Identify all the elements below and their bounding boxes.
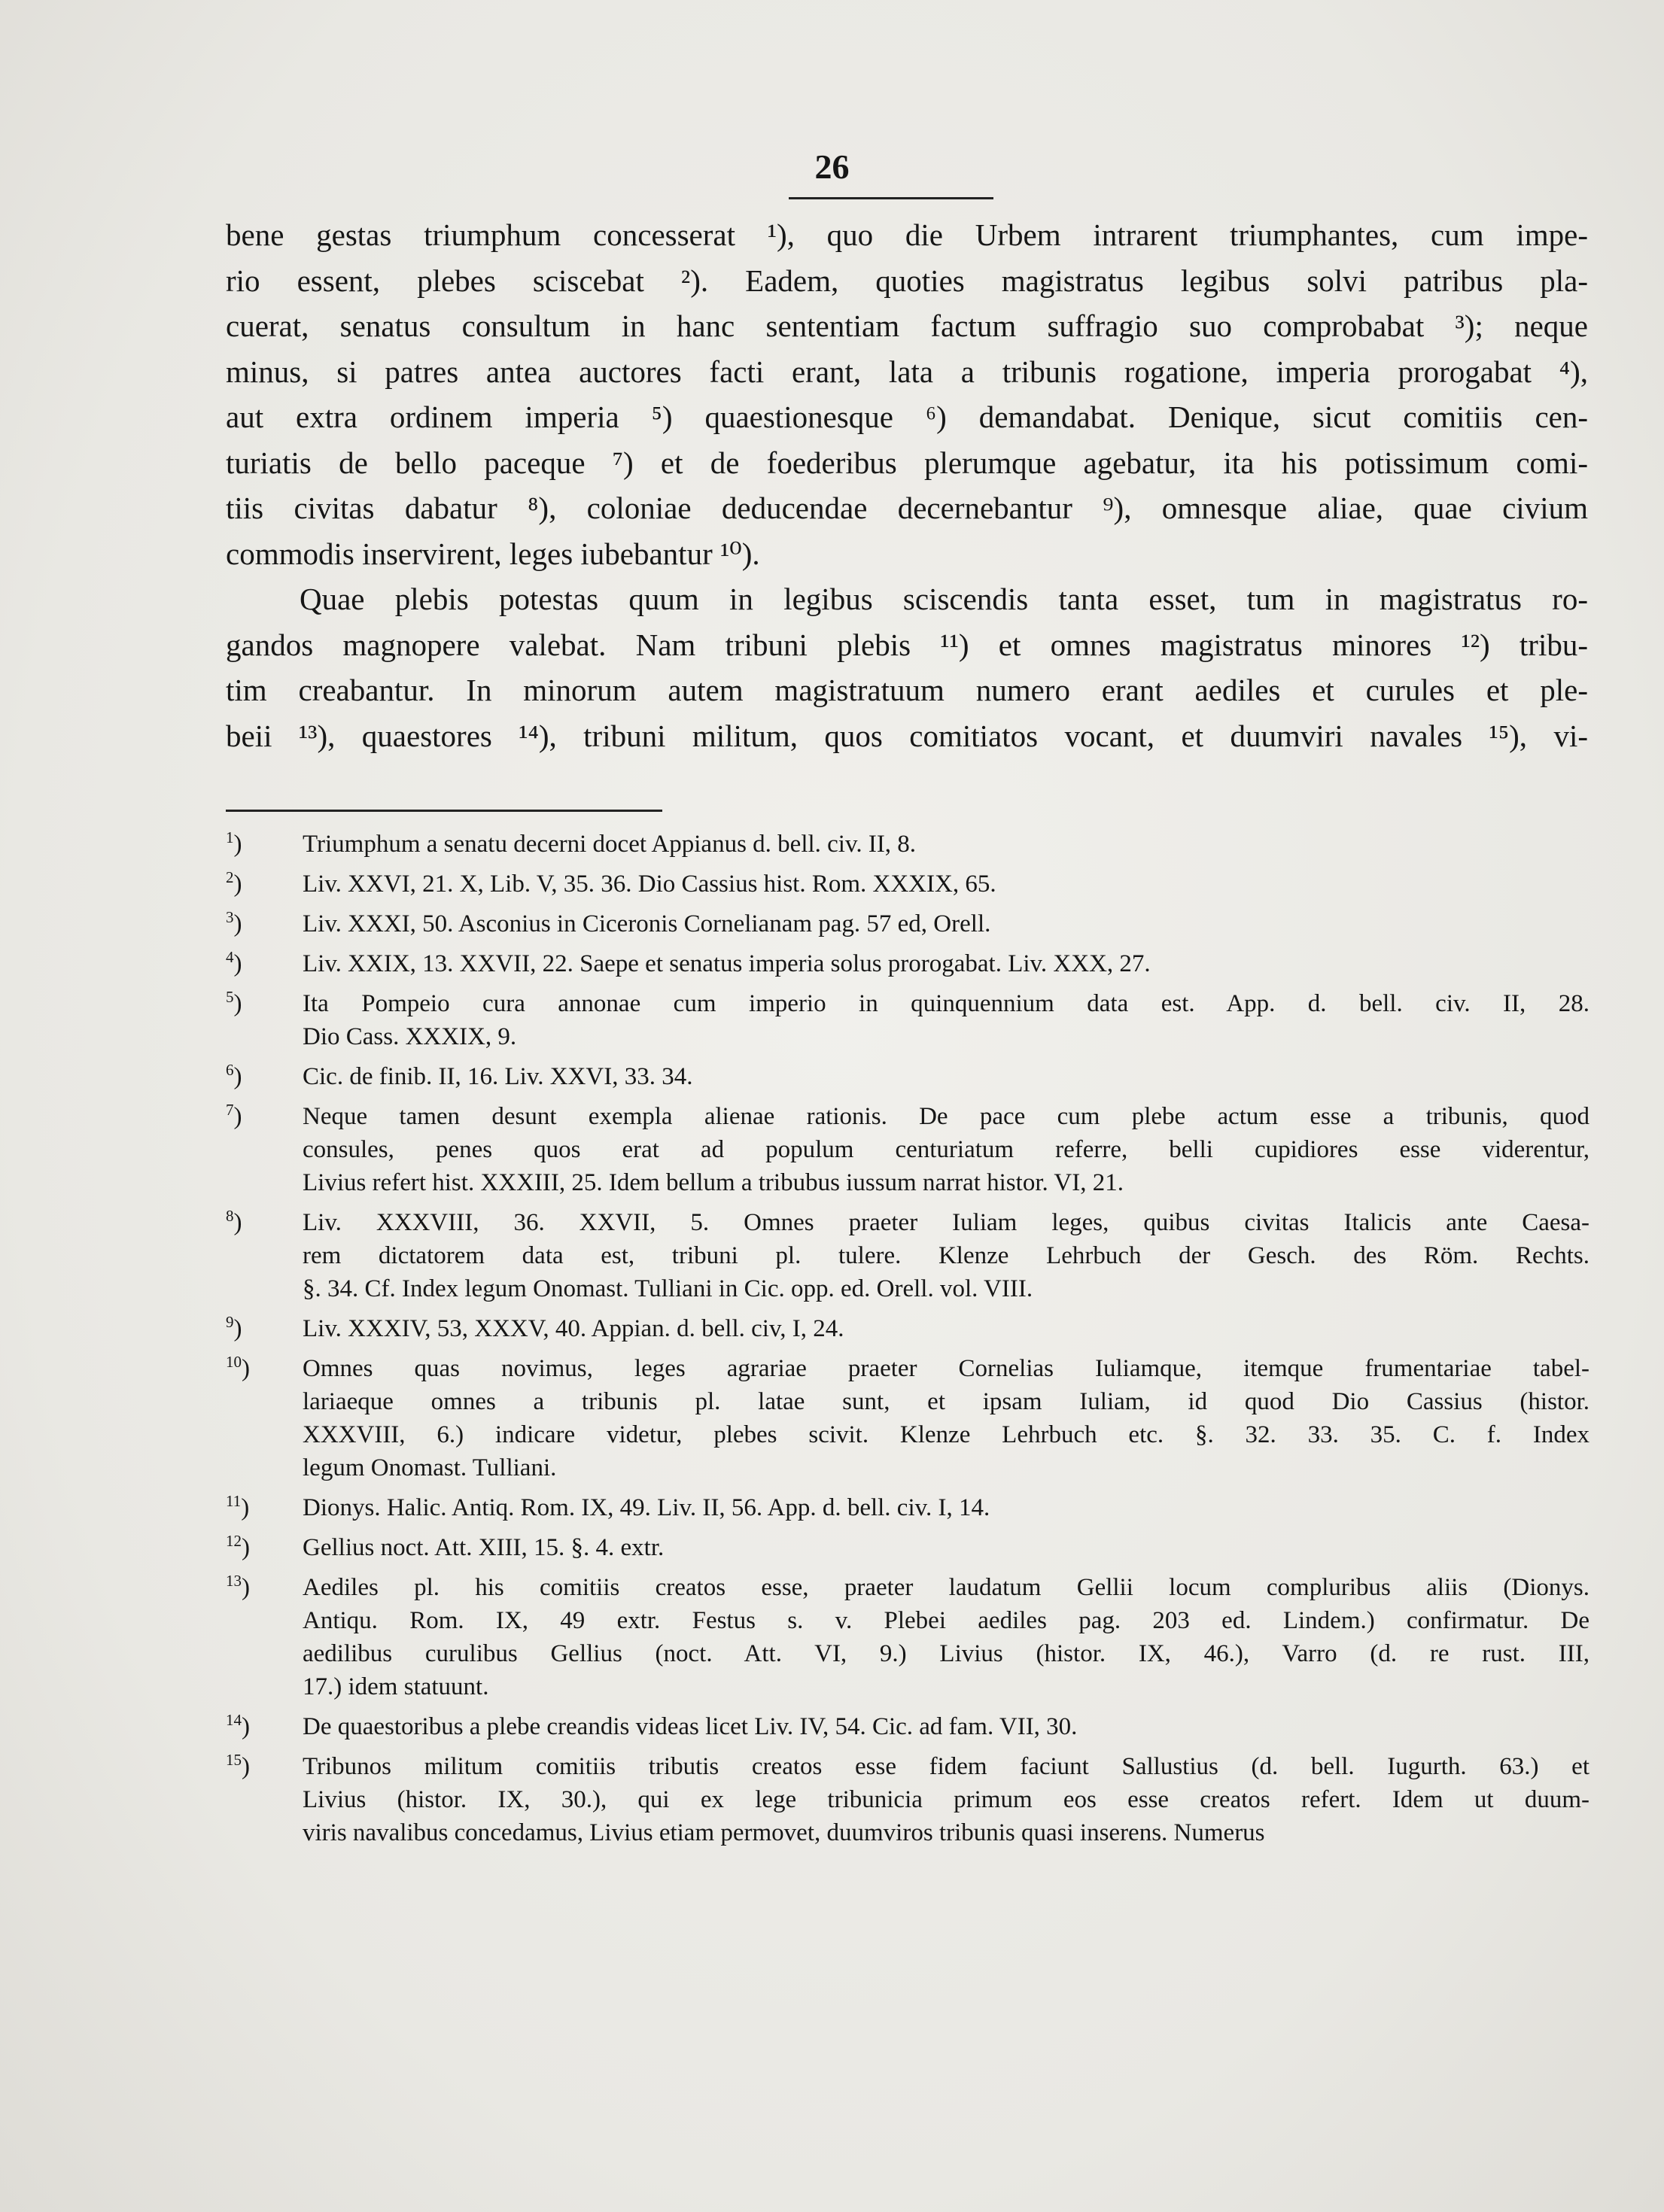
footnote bbox=[226, 1060, 1589, 1093]
footnote-line: Tribunos militum comitiis tributis creatos esse fidem faciunt Sallustius (d. bell. Iugurth. 63.) et bbox=[303, 1753, 1589, 1780]
footnote-line: Dionys. Halic. Antiq. Rom. IX, 49. Liv. II, 56. App. d. bell. civ. I, 14. bbox=[303, 1494, 990, 1521]
footnote-line: Liv. XXVI, 21. X, Lib. V, 35. 36. Dio Cassius hist. Rom. XXXIX, 65. bbox=[303, 871, 996, 898]
footnote-line: De quaestoribus a plebe creandis videas licet Liv. IV, 54. Cic. ad fam. VII, 30. bbox=[303, 1713, 1078, 1740]
footnote-number: $^9$) bbox=[226, 1313, 242, 1342]
footnote-line: Triumphum a senatu decerni docet Appianus d. bell. civ. II, 8. bbox=[303, 831, 917, 858]
footnote bbox=[226, 1491, 1589, 1524]
footnote-line: Cic. de finib. II, 16. Liv. XXVI, 33. 34. bbox=[303, 1063, 693, 1090]
header-rule bbox=[789, 197, 993, 199]
footnote-line: Liv. XXXI, 50. Asconius in Ciceronis Cornelianam pag. 57 ed, Orell. bbox=[303, 910, 991, 937]
footnote bbox=[226, 1710, 1589, 1743]
footnote-number: $^6$) bbox=[226, 1061, 242, 1090]
footnote bbox=[226, 1352, 1589, 1484]
footnote-line: aedilibus curulibus Gellius (noct. Att. VI, 9.) Livius (histor. IX, 46.), Varro (d. re rust. III, bbox=[303, 1640, 1589, 1667]
footnote-number: $^4$) bbox=[226, 948, 242, 977]
main-text bbox=[226, 212, 1588, 758]
footnote-line: 17.) idem statuunt. bbox=[303, 1673, 489, 1700]
footnote-line: XXXVIII, 6.) indicare videtur, plebes scivit. Klenze Lehrbuch etc. §. 32. 33. 35. C. f. Index bbox=[303, 1421, 1589, 1448]
footnote-line: Antiqu. Rom. IX, 49 extr. Festus s. v. Plebei aediles pag. 203 ed. Lindem.) confirmatur. De bbox=[303, 1607, 1589, 1634]
footnote-line: Neque tamen desunt exempla alienae rationis. De pace cum plebe actum esse a tribunis, quod bbox=[303, 1103, 1589, 1130]
footnote-line: Omnes quas novimus, leges agrariae praeter Cornelias Iuliamque, itemque frumentariae tabel- bbox=[303, 1355, 1589, 1382]
body-line: minus, si patres antea auctores facti erant, lata a tribunis rogatione, imperia prorogabat ⁴), bbox=[226, 354, 1588, 389]
body-line: gandos magnopere valebat. Nam tribuni plebis ¹¹) et omnes magistratus minores ¹²) tribu- bbox=[226, 627, 1588, 662]
footnote-number: $^5$) bbox=[226, 988, 242, 1017]
footnote-separator bbox=[226, 810, 662, 812]
footnote bbox=[226, 1571, 1589, 1703]
footnote-number: $^{10}$) bbox=[226, 1353, 250, 1382]
footnote-number: $^{15}$) bbox=[226, 1751, 250, 1780]
footnote-line: Aediles pl. his comitiis creatos esse, praeter laudatum Gellii locum compluribus aliis (Dionys. bbox=[303, 1574, 1589, 1601]
body-line: tim creabantur. In minorum autem magistratuum numero erant aediles et curules et ple- bbox=[226, 673, 1588, 707]
footnote bbox=[226, 828, 1589, 861]
body-line: cuerat, senatus consultum in hanc sententiam factum suffragio suo comprobabat ³); neque bbox=[226, 308, 1588, 343]
footnote bbox=[226, 1531, 1589, 1564]
footnote-line: Dio Cass. XXXIX, 9. bbox=[303, 1023, 517, 1050]
footnote-line: Liv. XXIX, 13. XXVII, 22. Saepe et senatus imperia solus prorogabat. Liv. XXX, 27. bbox=[303, 950, 1151, 977]
footnote-number: $^8$) bbox=[226, 1207, 242, 1236]
footnote-line: Ita Pompeio cura annonae cum imperio in quinquennium data est. App. d. bell. civ. II, 28. bbox=[303, 990, 1589, 1017]
footnote bbox=[226, 1100, 1589, 1199]
footnote bbox=[226, 987, 1589, 1053]
footnote-number: $^7$) bbox=[226, 1101, 242, 1130]
footnote bbox=[226, 947, 1589, 980]
footnote-number: $^{12}$) bbox=[226, 1532, 250, 1561]
body-line: rio essent, plebes sciscebat ²). Eadem, quoties magistratus legibus solvi patribus pla- bbox=[226, 263, 1588, 298]
footnote-line: Livius refert hist. XXXIII, 25. Idem bellum a tribubus iussum narrat histor. VI, 21. bbox=[303, 1169, 1124, 1196]
footnote bbox=[226, 1206, 1589, 1305]
footnote-number: $^{11}$) bbox=[226, 1492, 250, 1521]
footnote-number: $^{13}$) bbox=[226, 1572, 250, 1601]
footnote-line: consules, penes quos erat ad populum centuriatum referre, belli cupidiores esse viderentur, bbox=[303, 1136, 1589, 1163]
footnote-line: Liv. XXXVIII, 36. XXVII, 5. Omnes praeter Iuliam leges, quibus civitas Italicis ante Caesa- bbox=[303, 1209, 1589, 1236]
body-line: aut extra ordinem imperia ⁵) quaestionesque ⁶) demandabat. Denique, sicut comitiis cen- bbox=[226, 400, 1588, 434]
footnote-number: $^3$) bbox=[226, 908, 242, 937]
footnote-line: viris navalibus concedamus, Livius etiam permovet, duumviros tribunis quasi inserens. Numerus bbox=[303, 1819, 1265, 1846]
body-line: turiatis de bello paceque ⁷) et de foederibus plerumque agebatur, ita his potissimum comi- bbox=[226, 445, 1588, 480]
footnotes bbox=[226, 828, 1589, 1856]
footnote-line: lariaeque omnes a tribunis pl. latae sunt, et ipsam Iuliam, id quod Dio Cassius (histor. bbox=[303, 1388, 1589, 1415]
body-line: tiis civitas dabatur ⁸), coloniae deducendae decernebantur ⁹), omnesque aliae, quae civium bbox=[226, 491, 1588, 525]
body-line: commodis inservirent, leges iubebantur ¹⁰). bbox=[226, 536, 760, 571]
page-number: 26 bbox=[814, 147, 850, 186]
footnote-line: Gellius noct. Att. XIII, 15. §. 4. extr. bbox=[303, 1534, 665, 1561]
footnote-number: $^2$) bbox=[226, 868, 242, 898]
footnote bbox=[226, 907, 1589, 940]
body-line: Quae plebis potestas quum in legibus sciscendis tanta esset, tum in magistratus ro- bbox=[300, 582, 1588, 616]
footnote-line: Livius (histor. IX, 30.), qui ex lege tribunicia primum eos esse creatos refert. Idem ut duum- bbox=[303, 1786, 1589, 1813]
footnote-line: legum Onomast. Tulliani. bbox=[303, 1454, 557, 1481]
body-line: bene gestas triumphum concesserat ¹), quo die Urbem intrarent triumphantes, cum impe- bbox=[226, 217, 1588, 252]
body-line: beii ¹³), quaestores ¹⁴), tribuni militum, quos comitiatos vocant, et duumviri navales ¹⁵), vi- bbox=[226, 718, 1588, 753]
footnote-number: $^1$) bbox=[226, 828, 242, 858]
footnote bbox=[226, 867, 1589, 901]
footnote-line: §. 34. Cf. Index legum Onomast. Tulliani in Cic. opp. ed. Orell. vol. VIII. bbox=[303, 1275, 1033, 1302]
footnote-line: rem dictatorem data est, tribuni pl. tulere. Klenze Lehrbuch der Gesch. des Röm. Rechts. bbox=[303, 1242, 1589, 1269]
footnote-line: Liv. XXXIV, 53, XXXV, 40. Appian. d. bell. civ, I, 24. bbox=[303, 1315, 844, 1342]
footnote-number: $^{14}$) bbox=[226, 1711, 250, 1740]
footnote bbox=[226, 1750, 1589, 1849]
footnote bbox=[226, 1312, 1589, 1345]
